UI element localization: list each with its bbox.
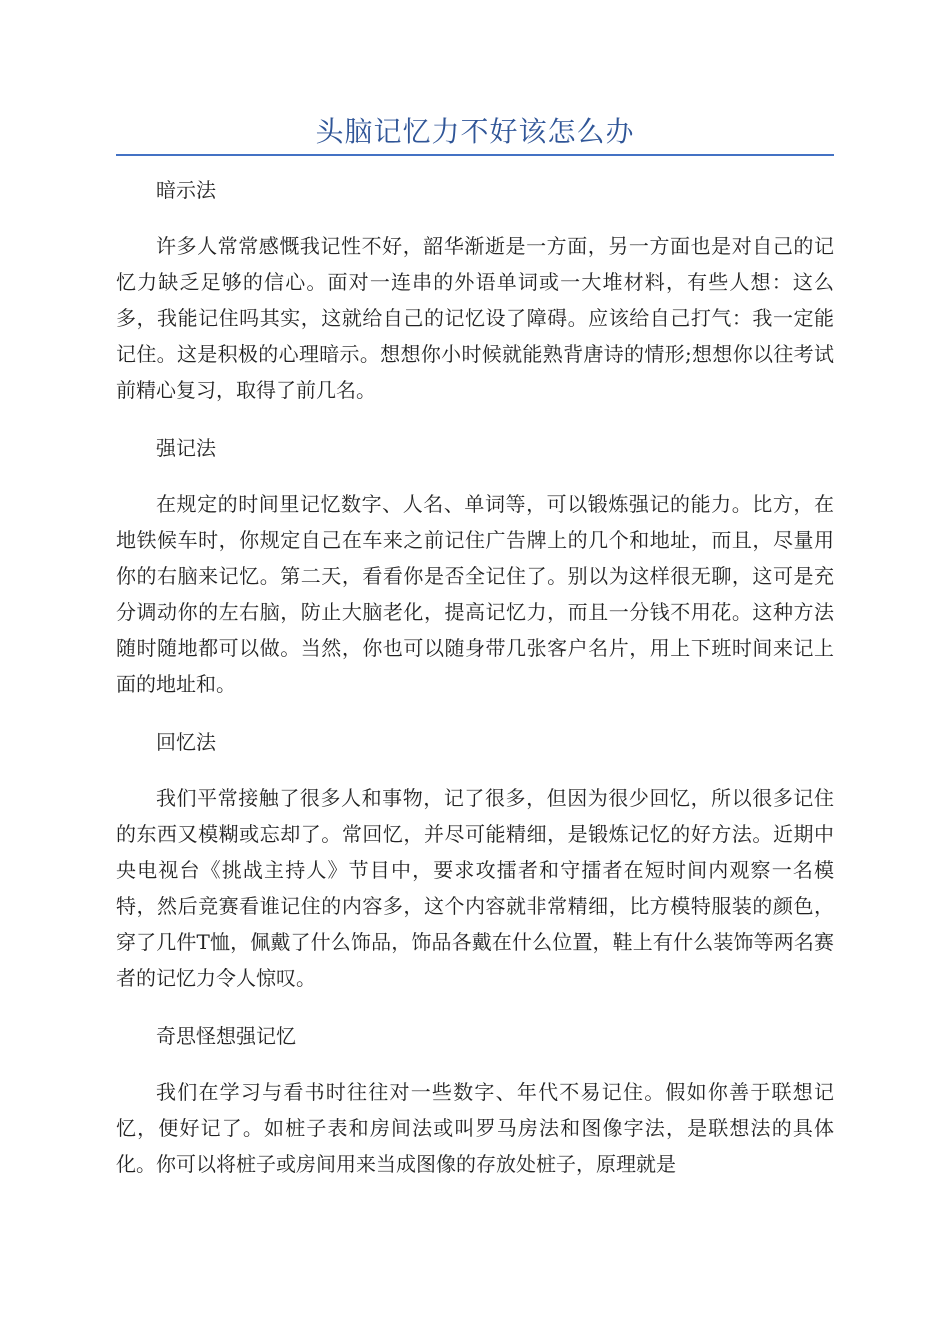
section-heading-suggestion: 暗示法 [156, 178, 216, 202]
section-body-recall: 我们平常接触了很多人和事物，记了很多，但因为很少回忆，所以很多记住的东西又模糊或忘却了。常回忆，并尽可能精细，是锻炼记忆的好方法。近期中央电视台《挑战主持人》节目中，要求攻擂者和守擂者在短时间内观察一名模特，然后竞赛看谁记住的内容多，这个内容就非常精细，比方模特服装的颜色，穿了几件T恤，佩戴了什么饰品，饰品各戴在什么位置，鞋上有什么装饰等两名赛者的记忆力令人惊叹。 [116, 786, 834, 990]
title-underline [116, 154, 834, 156]
section-body-forced-memory: 在规定的时间里记忆数字、人名、单词等，可以锻炼强记的能力。比方，在地铁候车时，你规定自己在车来之前记住广告牌上的几个和地址，而且，尽量用你的右脑来记忆。第二天，看看你是否全记住了。别以为这样很无聊，这可是充分调动你的左右脑，防止大脑老化，提高记忆力，而且一分钱不用花。这种方法随时随地都可以做。当然，你也可以随身带几张客户名片，用上下班时间来记上面的地址和。 [116, 492, 834, 696]
section-heading-recall: 回忆法 [156, 730, 216, 754]
section-heading-forced-memory: 强记法 [156, 436, 216, 460]
document-body [116, 172, 834, 1204]
section-body-imagination: 我们在学习与看书时往往对一些数字、年代不易记住。假如你善于联想记忆，便好记了。如桩子表和房间法或叫罗马房法和图像字法，是联想法的具体化。你可以将桩子或房间用来当成图像的存放处桩子，原理就是 [116, 1080, 834, 1176]
page-title: 头脑记忆力不好该怎么办 [315, 115, 635, 148]
section-body-suggestion: 许多人常常感慨我记性不好，韶华渐逝是一方面，另一方面也是对自己的记忆力缺乏足够的信心。面对一连串的外语单词或一大堆材料，有些人想：这么多，我能记住吗其实，这就给自己的记忆设了障碍。应该给自己打气：我一定能记住。这是积极的心理暗示。想想你小时候就能熟背唐诗的情形;想想你以往考试前精心复习，取得了前几名。 [116, 234, 834, 402]
section-heading-imagination: 奇思怪想强记忆 [156, 1024, 296, 1048]
